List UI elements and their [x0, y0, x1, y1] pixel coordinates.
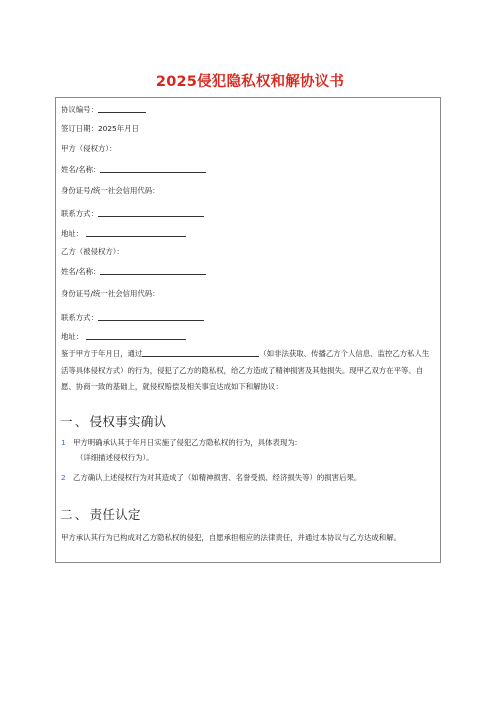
agreement-number-row: [61, 104, 146, 115]
section2-paragraph: 甲方承认其行为已构成对乙方隐私权的侵犯，自愿承担相应的法律责任，并通过本协议与乙方达成和解。: [61, 533, 401, 542]
section2-heading: [60, 505, 141, 523]
party-a-address-label: 地址：: [61, 229, 84, 238]
party-a-name-label: 姓名/名称：: [61, 165, 101, 174]
section1-separator: 、: [74, 414, 88, 429]
item-number: 1: [61, 438, 66, 447]
party-b-name-row: [61, 266, 206, 277]
preamble-part2: （如非法获取、传播乙方个人信息、监控乙方私人生活等具体侵权方式）的行为，侵犯了乙方的隐私权，给乙方造成了精神损害及其他损失。现甲乙双方在平等、自愿、协商一致的基础上，就侵权赔偿及相关事宜达成如下和解协议：: [61, 349, 430, 391]
party-a-id-label: 身份证号/统一社会信用代码：: [61, 186, 160, 195]
party-b-contact-row: [61, 312, 204, 323]
section1-item-1: [61, 438, 297, 448]
item-text: 甲方明确承认其于年月日实施了侵犯乙方隐私权的行为，具体表现为:: [73, 438, 298, 447]
preamble-paragraph: [61, 346, 436, 396]
party-b-name-label: 姓名/名称：: [61, 267, 101, 276]
party-b-address-blank[interactable]: [86, 331, 186, 340]
preamble-part1: 鉴于甲方于年月日，通过: [61, 349, 143, 358]
party-a-name-row: [61, 164, 206, 175]
section1-heading: [60, 412, 166, 430]
party-a-contact-blank[interactable]: [98, 208, 204, 217]
agreement-number-label: 协议编号：: [61, 105, 98, 114]
party-b-address-row: [61, 331, 186, 342]
party-b-id-label: 身份证号/统一社会信用代码：: [61, 289, 160, 298]
party-a-contact-row: [61, 208, 204, 219]
section1-title: 侵权事实确认: [89, 414, 167, 429]
party-a-address-blank[interactable]: [86, 228, 186, 237]
party-b-contact-label: 联系方式：: [61, 313, 98, 322]
party-b-contact-blank[interactable]: [98, 312, 204, 321]
sign-date: 签订日期：2025年月日: [61, 124, 139, 133]
party-b-address-label: 地址：: [61, 332, 84, 341]
party-a-name-blank[interactable]: [100, 164, 206, 173]
section1-item-1-detail: （详细描述侵权行为）。: [76, 453, 154, 462]
item-number: 2: [61, 473, 66, 482]
section1-number: 一: [60, 414, 73, 429]
party-a-contact-label: 联系方式：: [61, 209, 98, 218]
party-a-header: 甲方（侵权方）：: [61, 144, 117, 153]
section2-title: 责任认定: [89, 507, 141, 522]
agreement-number-blank[interactable]: [98, 104, 146, 113]
document-title: 2025侵犯隐私权和解协议书: [155, 74, 345, 90]
section1-item-2: [61, 473, 361, 483]
section2-separator: 、: [74, 507, 88, 522]
section2-number: 二: [60, 507, 73, 522]
party-a-address-row: [61, 228, 186, 239]
party-b-header: 乙方（被侵权方）：: [61, 247, 124, 256]
item-text: 乙方确认上述侵权行为对其造成了（如精神损害、名誉受损、经济损失等）的损害后果。: [73, 473, 362, 482]
infringement-method-blank[interactable]: [142, 348, 259, 357]
party-b-name-blank[interactable]: [100, 266, 206, 275]
